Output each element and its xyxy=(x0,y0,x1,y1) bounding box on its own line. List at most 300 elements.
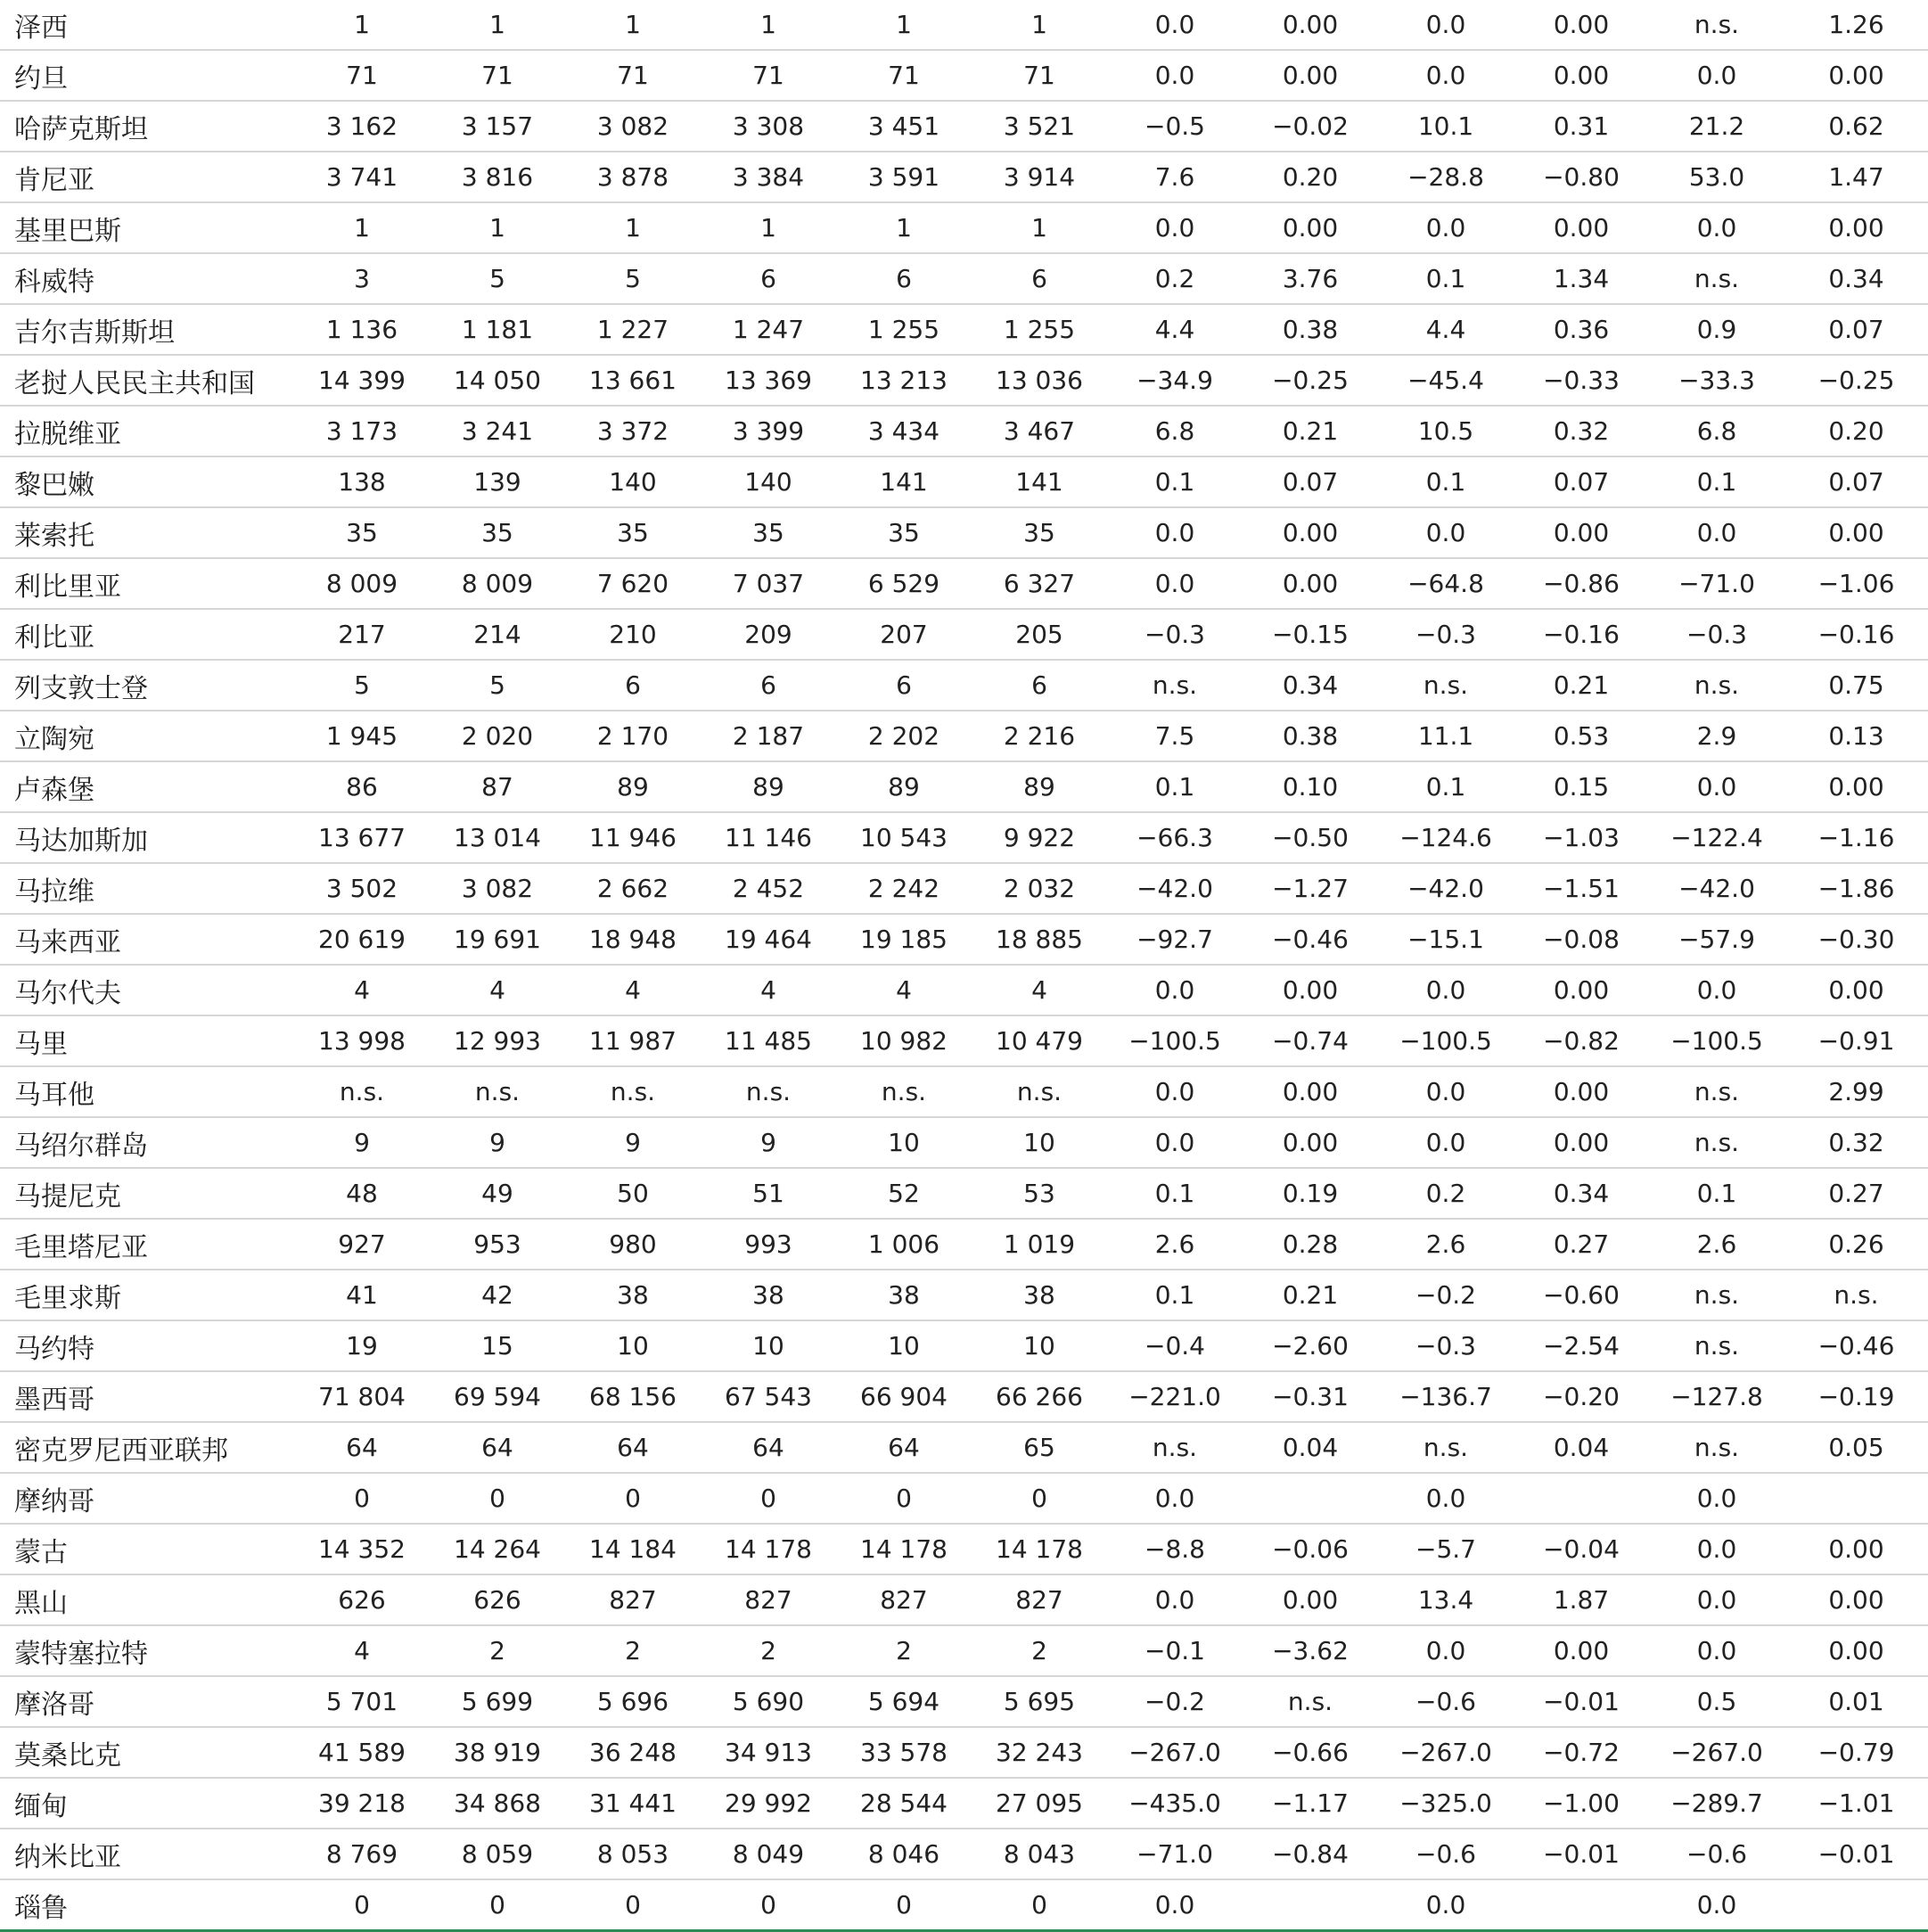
value-cell: −221.0 xyxy=(1107,1371,1243,1422)
value-cell: 5 696 xyxy=(565,1676,701,1727)
value-cell: 0.0 xyxy=(1107,1473,1243,1524)
country-name-cell: 卢森堡 xyxy=(0,761,294,812)
value-cell: n.s. xyxy=(1649,1320,1784,1371)
table-row xyxy=(0,1727,1928,1778)
value-cell: 52 xyxy=(836,1168,972,1219)
value-cell: 2.6 xyxy=(1649,1219,1784,1270)
value-cell: 0.00 xyxy=(1784,761,1928,812)
value-cell: −1.17 xyxy=(1243,1778,1378,1829)
table-row xyxy=(0,1625,1928,1676)
value-cell: 53 xyxy=(972,1168,1107,1219)
value-cell: −1.03 xyxy=(1514,812,1649,863)
value-cell: 2 xyxy=(836,1625,972,1676)
value-cell: 3 308 xyxy=(701,101,836,152)
value-cell: 0.00 xyxy=(1243,1066,1378,1117)
value-cell: 4 xyxy=(836,965,972,1015)
value-cell: 0.0 xyxy=(1378,0,1514,50)
value-cell: 0.00 xyxy=(1784,507,1928,558)
value-cell: 0.34 xyxy=(1784,253,1928,304)
value-cell: 49 xyxy=(430,1168,565,1219)
value-cell: 2.99 xyxy=(1784,1066,1928,1117)
value-cell: 0.0 xyxy=(1378,1625,1514,1676)
value-cell: 9 xyxy=(294,1117,430,1168)
country-name-cell: 黎巴嫩 xyxy=(0,456,294,507)
table-row xyxy=(0,1066,1928,1117)
value-cell: −42.0 xyxy=(1649,863,1784,914)
value-cell: 626 xyxy=(294,1574,430,1625)
value-cell: 41 589 xyxy=(294,1727,430,1778)
country-name-cell: 哈萨克斯坦 xyxy=(0,101,294,152)
country-name-cell: 蒙古 xyxy=(0,1524,294,1574)
value-cell: 13 369 xyxy=(701,355,836,406)
value-cell: 4 xyxy=(430,965,565,1015)
value-cell: 10 xyxy=(836,1320,972,1371)
value-cell xyxy=(1784,1473,1928,1524)
country-name-cell: 马约特 xyxy=(0,1320,294,1371)
country-name-cell: 老挝人民民主共和国 xyxy=(0,355,294,406)
table-row xyxy=(0,1879,1928,1931)
value-cell: 2 170 xyxy=(565,711,701,761)
value-cell: 0.1 xyxy=(1649,456,1784,507)
value-cell: 1.34 xyxy=(1514,253,1649,304)
value-cell: 1 xyxy=(836,202,972,253)
value-cell: 0.00 xyxy=(1784,50,1928,101)
value-cell: 0.20 xyxy=(1784,406,1928,456)
value-cell: 0.21 xyxy=(1514,660,1649,711)
value-cell: 19 185 xyxy=(836,914,972,965)
value-cell: n.s. xyxy=(430,1066,565,1117)
value-cell: 69 594 xyxy=(430,1371,565,1422)
value-cell: 0.32 xyxy=(1784,1117,1928,1168)
table-row xyxy=(0,253,1928,304)
value-cell: 4 xyxy=(294,1625,430,1676)
value-cell: 11 946 xyxy=(565,812,701,863)
value-cell: 87 xyxy=(430,761,565,812)
value-cell: n.s. xyxy=(1649,1066,1784,1117)
country-name-cell: 吉尔吉斯斯坦 xyxy=(0,304,294,355)
value-cell: 0 xyxy=(430,1879,565,1931)
value-cell: −136.7 xyxy=(1378,1371,1514,1422)
value-cell: −8.8 xyxy=(1107,1524,1243,1574)
value-cell: 1 xyxy=(294,202,430,253)
value-cell: 0.0 xyxy=(1107,0,1243,50)
value-cell: 13 661 xyxy=(565,355,701,406)
value-cell: −127.8 xyxy=(1649,1371,1784,1422)
value-cell: 71 xyxy=(701,50,836,101)
value-cell: −0.84 xyxy=(1243,1829,1378,1879)
country-name-cell: 马耳他 xyxy=(0,1066,294,1117)
value-cell: −71.0 xyxy=(1107,1829,1243,1879)
value-cell: −1.01 xyxy=(1784,1778,1928,1829)
value-cell: 8 046 xyxy=(836,1829,972,1879)
table-row xyxy=(0,609,1928,660)
value-cell: 0.0 xyxy=(1107,1879,1243,1931)
value-cell: −92.7 xyxy=(1107,914,1243,965)
value-cell: 217 xyxy=(294,609,430,660)
value-cell: −28.8 xyxy=(1378,152,1514,202)
value-cell: 3 816 xyxy=(430,152,565,202)
value-cell: 38 xyxy=(565,1270,701,1320)
value-cell: −289.7 xyxy=(1649,1778,1784,1829)
value-cell: −2.54 xyxy=(1514,1320,1649,1371)
value-cell: −0.3 xyxy=(1649,609,1784,660)
value-cell: 0.1 xyxy=(1378,456,1514,507)
value-cell: 0.07 xyxy=(1514,456,1649,507)
value-cell: −0.4 xyxy=(1107,1320,1243,1371)
value-cell: n.s. xyxy=(1107,660,1243,711)
country-name-cell: 马拉维 xyxy=(0,863,294,914)
table-row xyxy=(0,812,1928,863)
table-row xyxy=(0,1829,1928,1879)
value-cell: −0.5 xyxy=(1107,101,1243,152)
value-cell: 2.9 xyxy=(1649,711,1784,761)
value-cell: 827 xyxy=(972,1574,1107,1625)
table-row xyxy=(0,1168,1928,1219)
value-cell: 6 529 xyxy=(836,558,972,609)
table-row xyxy=(0,761,1928,812)
country-name-cell: 缅甸 xyxy=(0,1778,294,1829)
value-cell: 5 xyxy=(565,253,701,304)
value-cell: 10 xyxy=(972,1320,1107,1371)
value-cell: 0.26 xyxy=(1784,1219,1928,1270)
value-cell: 0.00 xyxy=(1243,1117,1378,1168)
value-cell: 13 998 xyxy=(294,1015,430,1066)
value-cell: 2 202 xyxy=(836,711,972,761)
value-cell: 2 187 xyxy=(701,711,836,761)
value-cell: −0.2 xyxy=(1378,1270,1514,1320)
value-cell: 89 xyxy=(565,761,701,812)
value-cell: 10 xyxy=(701,1320,836,1371)
value-cell: 33 578 xyxy=(836,1727,972,1778)
table-row xyxy=(0,152,1928,202)
value-cell: 214 xyxy=(430,609,565,660)
value-cell: 0.0 xyxy=(1107,1117,1243,1168)
country-name-cell: 蒙特塞拉特 xyxy=(0,1625,294,1676)
value-cell: −0.1 xyxy=(1107,1625,1243,1676)
table-row xyxy=(0,1473,1928,1524)
value-cell: 11.1 xyxy=(1378,711,1514,761)
value-cell: −122.4 xyxy=(1649,812,1784,863)
value-cell: −267.0 xyxy=(1107,1727,1243,1778)
value-cell: 71 xyxy=(294,50,430,101)
value-cell: 0.13 xyxy=(1784,711,1928,761)
value-cell: 19 464 xyxy=(701,914,836,965)
value-cell: 626 xyxy=(430,1574,565,1625)
value-cell: 0.31 xyxy=(1514,101,1649,152)
value-cell: 0.15 xyxy=(1514,761,1649,812)
value-cell: 4 xyxy=(972,965,1107,1015)
value-cell: −34.9 xyxy=(1107,355,1243,406)
value-cell: −1.51 xyxy=(1514,863,1649,914)
value-cell: 10 xyxy=(836,1117,972,1168)
value-cell: −0.15 xyxy=(1243,609,1378,660)
value-cell: −5.7 xyxy=(1378,1524,1514,1574)
value-cell: 3 451 xyxy=(836,101,972,152)
value-cell: 18 948 xyxy=(565,914,701,965)
value-cell: −66.3 xyxy=(1107,812,1243,863)
value-cell: n.s. xyxy=(1649,660,1784,711)
table-row xyxy=(0,456,1928,507)
value-cell: 3 502 xyxy=(294,863,430,914)
value-cell: 7.5 xyxy=(1107,711,1243,761)
value-cell: 48 xyxy=(294,1168,430,1219)
value-cell: −0.66 xyxy=(1243,1727,1378,1778)
value-cell xyxy=(1514,1473,1649,1524)
value-cell: −267.0 xyxy=(1378,1727,1514,1778)
value-cell: 1 xyxy=(972,202,1107,253)
value-cell: 18 885 xyxy=(972,914,1107,965)
value-cell: 5 690 xyxy=(701,1676,836,1727)
value-cell: 0.0 xyxy=(1107,202,1243,253)
value-cell: −435.0 xyxy=(1107,1778,1243,1829)
country-name-cell: 立陶宛 xyxy=(0,711,294,761)
value-cell: −0.04 xyxy=(1514,1524,1649,1574)
value-cell: 0.1 xyxy=(1107,1270,1243,1320)
table-row xyxy=(0,1676,1928,1727)
value-cell: −0.60 xyxy=(1514,1270,1649,1320)
value-cell: 6.8 xyxy=(1649,406,1784,456)
value-cell: 35 xyxy=(565,507,701,558)
value-cell: 0 xyxy=(836,1473,972,1524)
value-cell: 11 146 xyxy=(701,812,836,863)
country-name-cell: 莱索托 xyxy=(0,507,294,558)
value-cell: 6 xyxy=(972,253,1107,304)
value-cell: 8 009 xyxy=(430,558,565,609)
value-cell: 0.01 xyxy=(1784,1676,1928,1727)
value-cell: −325.0 xyxy=(1378,1778,1514,1829)
value-cell: n.s. xyxy=(1649,1117,1784,1168)
country-name-cell: 马来西亚 xyxy=(0,914,294,965)
value-cell: 8 049 xyxy=(701,1829,836,1879)
value-cell: 0.0 xyxy=(1378,965,1514,1015)
value-cell: 4 xyxy=(294,965,430,1015)
value-cell: −0.6 xyxy=(1649,1829,1784,1879)
value-cell: −0.91 xyxy=(1784,1015,1928,1066)
value-cell: 38 xyxy=(972,1270,1107,1320)
value-cell: 1 006 xyxy=(836,1219,972,1270)
value-cell: 2 216 xyxy=(972,711,1107,761)
value-cell: 0.00 xyxy=(1243,50,1378,101)
value-cell: 0.0 xyxy=(1378,1066,1514,1117)
value-cell: n.s. xyxy=(836,1066,972,1117)
value-cell: 3.76 xyxy=(1243,253,1378,304)
value-cell: 5 694 xyxy=(836,1676,972,1727)
value-cell: 993 xyxy=(701,1219,836,1270)
table-row xyxy=(0,1219,1928,1270)
value-cell: 0.0 xyxy=(1378,1473,1514,1524)
country-name-cell: 基里巴斯 xyxy=(0,202,294,253)
value-cell: 67 543 xyxy=(701,1371,836,1422)
value-cell: 9 xyxy=(565,1117,701,1168)
value-cell: 2 452 xyxy=(701,863,836,914)
value-cell: −267.0 xyxy=(1649,1727,1784,1778)
value-cell: 1 019 xyxy=(972,1219,1107,1270)
value-cell: 2 xyxy=(972,1625,1107,1676)
value-cell: 2.6 xyxy=(1378,1219,1514,1270)
value-cell xyxy=(1243,1879,1378,1931)
value-cell: 0 xyxy=(701,1473,836,1524)
table-row xyxy=(0,0,1928,50)
value-cell: 0.27 xyxy=(1784,1168,1928,1219)
value-cell: 0.0 xyxy=(1649,50,1784,101)
value-cell: −42.0 xyxy=(1378,863,1514,914)
value-cell: 39 218 xyxy=(294,1778,430,1829)
country-name-cell: 拉脱维亚 xyxy=(0,406,294,456)
value-cell: 34 868 xyxy=(430,1778,565,1829)
value-cell: 207 xyxy=(836,609,972,660)
value-cell: 141 xyxy=(836,456,972,507)
value-cell: 6 xyxy=(836,253,972,304)
country-name-cell: 摩洛哥 xyxy=(0,1676,294,1727)
value-cell: 3 372 xyxy=(565,406,701,456)
value-cell: n.s. xyxy=(1378,660,1514,711)
value-cell: 0.0 xyxy=(1378,1879,1514,1931)
country-name-cell: 墨西哥 xyxy=(0,1371,294,1422)
value-cell: 0.1 xyxy=(1107,1168,1243,1219)
table-row xyxy=(0,1371,1928,1422)
value-cell: 0 xyxy=(701,1879,836,1931)
table-row xyxy=(0,558,1928,609)
value-cell: 4.4 xyxy=(1378,304,1514,355)
value-cell: 53.0 xyxy=(1649,152,1784,202)
value-cell: 35 xyxy=(430,507,565,558)
value-cell: 14 399 xyxy=(294,355,430,406)
value-cell: 4.4 xyxy=(1107,304,1243,355)
value-cell: 1 255 xyxy=(836,304,972,355)
value-cell: 0.00 xyxy=(1784,1524,1928,1574)
table-row xyxy=(0,101,1928,152)
value-cell: 0 xyxy=(972,1473,1107,1524)
country-name-cell: 摩纳哥 xyxy=(0,1473,294,1524)
value-cell: 5 xyxy=(294,660,430,711)
table-row xyxy=(0,304,1928,355)
value-cell: 0.21 xyxy=(1243,406,1378,456)
value-cell: 8 769 xyxy=(294,1829,430,1879)
value-cell: 0.0 xyxy=(1378,1117,1514,1168)
value-cell: 0.00 xyxy=(1243,507,1378,558)
country-name-cell: 利比亚 xyxy=(0,609,294,660)
value-cell: 0 xyxy=(294,1473,430,1524)
value-cell: 5 699 xyxy=(430,1676,565,1727)
value-cell: −0.31 xyxy=(1243,1371,1378,1422)
country-name-cell: 马提尼克 xyxy=(0,1168,294,1219)
value-cell: 68 156 xyxy=(565,1371,701,1422)
value-cell: 0.07 xyxy=(1784,456,1928,507)
value-cell: −0.02 xyxy=(1243,101,1378,152)
value-cell: −33.3 xyxy=(1649,355,1784,406)
value-cell: 1 945 xyxy=(294,711,430,761)
country-name-cell: 毛里塔尼亚 xyxy=(0,1219,294,1270)
value-cell: 6 327 xyxy=(972,558,1107,609)
value-cell: −124.6 xyxy=(1378,812,1514,863)
country-name-cell: 毛里求斯 xyxy=(0,1270,294,1320)
value-cell: −0.25 xyxy=(1784,355,1928,406)
table-row xyxy=(0,507,1928,558)
value-cell: 827 xyxy=(565,1574,701,1625)
value-cell: 0.00 xyxy=(1514,965,1649,1015)
value-cell: 3 434 xyxy=(836,406,972,456)
value-cell: 10 xyxy=(972,1117,1107,1168)
table-row xyxy=(0,1422,1928,1473)
value-cell: −0.3 xyxy=(1378,1320,1514,1371)
value-cell: 13 014 xyxy=(430,812,565,863)
value-cell: 0.62 xyxy=(1784,101,1928,152)
value-cell: 0.0 xyxy=(1378,202,1514,253)
table-row xyxy=(0,660,1928,711)
value-cell: n.s. xyxy=(701,1066,836,1117)
value-cell: 3 173 xyxy=(294,406,430,456)
value-cell: −1.27 xyxy=(1243,863,1378,914)
value-cell: 29 992 xyxy=(701,1778,836,1829)
value-cell: 0.5 xyxy=(1649,1676,1784,1727)
value-cell: 35 xyxy=(701,507,836,558)
value-cell: 2 032 xyxy=(972,863,1107,914)
value-cell: −0.25 xyxy=(1243,355,1378,406)
value-cell: 0.0 xyxy=(1649,965,1784,1015)
value-cell: −15.1 xyxy=(1378,914,1514,965)
value-cell: 2 662 xyxy=(565,863,701,914)
value-cell: 8 043 xyxy=(972,1829,1107,1879)
country-name-cell: 黑山 xyxy=(0,1574,294,1625)
value-cell: 0 xyxy=(565,1473,701,1524)
value-cell: 0.2 xyxy=(1378,1168,1514,1219)
value-cell: 0.2 xyxy=(1107,253,1243,304)
value-cell: 14 264 xyxy=(430,1524,565,1574)
value-cell: 6 xyxy=(701,253,836,304)
value-cell: 2.6 xyxy=(1107,1219,1243,1270)
value-cell: 14 178 xyxy=(701,1524,836,1574)
value-cell: 0.0 xyxy=(1649,202,1784,253)
value-cell: 3 162 xyxy=(294,101,430,152)
value-cell: n.s. xyxy=(1784,1270,1928,1320)
value-cell: −0.50 xyxy=(1243,812,1378,863)
value-cell: 71 xyxy=(972,50,1107,101)
value-cell: 0.0 xyxy=(1649,507,1784,558)
value-cell: n.s. xyxy=(1243,1676,1378,1727)
value-cell: −0.01 xyxy=(1514,1829,1649,1879)
value-cell: 1 xyxy=(836,0,972,50)
value-cell: 0.28 xyxy=(1243,1219,1378,1270)
value-cell: 0.0 xyxy=(1107,558,1243,609)
value-cell: 0.75 xyxy=(1784,660,1928,711)
value-cell: 71 xyxy=(430,50,565,101)
value-cell: −0.06 xyxy=(1243,1524,1378,1574)
value-cell: −0.72 xyxy=(1514,1727,1649,1778)
country-name-cell: 马尔代夫 xyxy=(0,965,294,1015)
value-cell: 0.00 xyxy=(1243,0,1378,50)
table-row xyxy=(0,1270,1928,1320)
value-cell: 0.10 xyxy=(1243,761,1378,812)
value-cell: 64 xyxy=(565,1422,701,1473)
value-cell: 89 xyxy=(701,761,836,812)
value-cell: 0.04 xyxy=(1514,1422,1649,1473)
value-cell: 0.00 xyxy=(1514,1117,1649,1168)
value-cell: 0.0 xyxy=(1107,1574,1243,1625)
value-cell: 2 242 xyxy=(836,863,972,914)
value-cell: −2.60 xyxy=(1243,1320,1378,1371)
value-cell: 7 620 xyxy=(565,558,701,609)
value-cell: 0.04 xyxy=(1243,1422,1378,1473)
country-name-cell: 约旦 xyxy=(0,50,294,101)
value-cell: 71 xyxy=(565,50,701,101)
value-cell: 1.47 xyxy=(1784,152,1928,202)
value-cell: 1 255 xyxy=(972,304,1107,355)
value-cell: 13.4 xyxy=(1378,1574,1514,1625)
value-cell: 2 020 xyxy=(430,711,565,761)
value-cell: 0.20 xyxy=(1243,152,1378,202)
value-cell: −45.4 xyxy=(1378,355,1514,406)
value-cell: 0.34 xyxy=(1243,660,1378,711)
